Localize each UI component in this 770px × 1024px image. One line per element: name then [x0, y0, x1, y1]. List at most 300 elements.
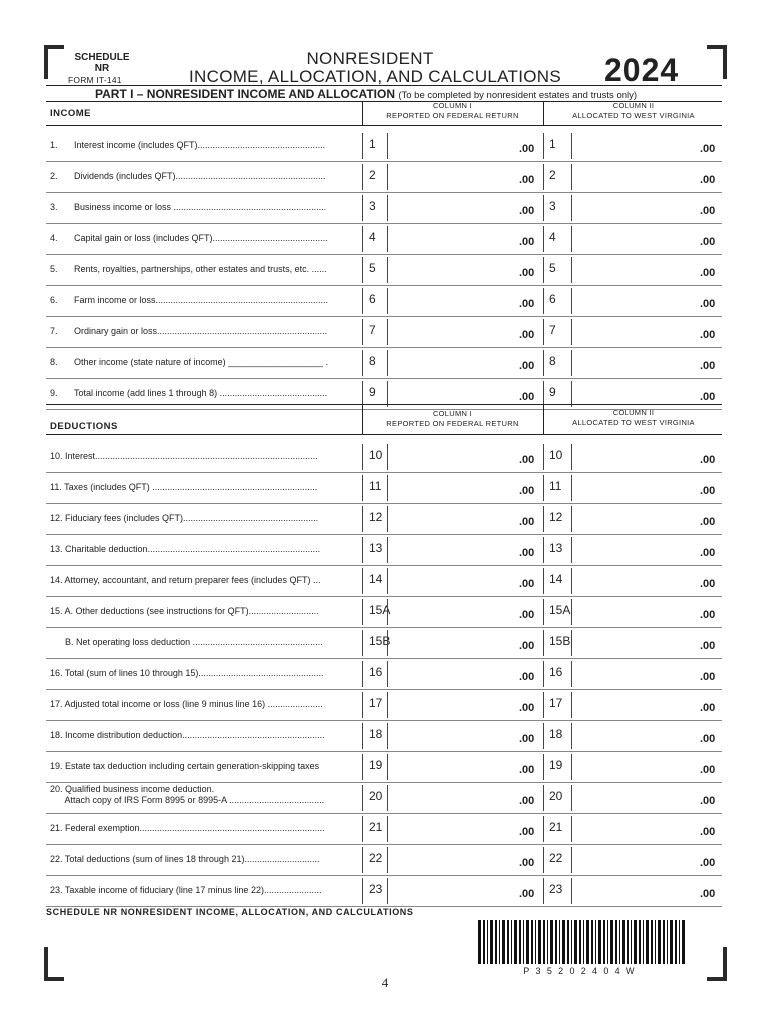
col1-amount-field[interactable]: [387, 568, 518, 594]
col2-cell-border: [543, 568, 544, 594]
barcode-bar: [682, 920, 685, 964]
col1-line-number: 9: [369, 385, 376, 399]
col2-line-number: 19: [549, 758, 563, 772]
line-description: 22. Total deductions (sum of lines 18 through 21)..............................: [50, 854, 320, 864]
line-label: [50, 357, 328, 367]
barcode-bar: [487, 920, 488, 964]
col2-amount-field[interactable]: [571, 506, 700, 532]
line-label: [50, 761, 319, 771]
col2-cell-border: [543, 195, 544, 221]
col2-amount-field[interactable]: [571, 568, 700, 594]
line-description: 23. Taxable income of fiduciary (line 17 minus line 22).......................: [50, 885, 322, 895]
col2-cents: .00: [700, 857, 716, 869]
income-line-row: [0, 348, 770, 378]
col1-line-number: 11: [369, 479, 382, 493]
barcode-bar: [495, 920, 497, 964]
part-top-rule: [46, 85, 722, 86]
line-description: 20. Qualified business income deduction.: [50, 784, 215, 794]
col2-amount-field[interactable]: [571, 599, 700, 625]
col2-line-number: 10: [549, 448, 563, 462]
col2-amount-field[interactable]: [571, 878, 700, 904]
barcode-bar: [619, 920, 620, 964]
col2-cell-border: [543, 630, 544, 656]
col2-cents: .00: [700, 578, 716, 590]
col1-cents: .00: [519, 329, 535, 341]
barcode-bar: [550, 920, 553, 964]
line-label: [50, 264, 327, 274]
col1-amount-field[interactable]: [387, 319, 518, 345]
col2-cents: .00: [700, 360, 716, 372]
deduction-line-row: [0, 442, 770, 472]
barcode-bar: [591, 920, 593, 964]
barcode-bar: [634, 920, 637, 964]
barcode-bar: [531, 920, 533, 964]
barcode-bar: [567, 920, 569, 964]
col1-line-number: 23: [369, 882, 383, 896]
line-number-text: 1.: [50, 140, 58, 150]
col2-cents: .00: [700, 547, 716, 559]
col1-amount-field[interactable]: [387, 195, 518, 221]
footer-title: SCHEDULE NR NONRESIDENT INCOME, ALLOCATION, AND CALCULATIONS: [46, 907, 414, 917]
barcode-bar: [571, 920, 572, 964]
line-description: Farm income or loss.....................................................................: [74, 295, 329, 305]
col1-cents: .00: [519, 671, 535, 683]
col1-cents: .00: [519, 795, 535, 807]
line-number-text: 8.: [50, 357, 58, 367]
income-line-row: [0, 131, 770, 161]
col2-line-number: 5: [549, 261, 556, 275]
barcode-bar: [502, 920, 505, 964]
col2-amount-field[interactable]: [571, 754, 700, 780]
col1-amount-field[interactable]: [387, 661, 518, 687]
col2-amount-field[interactable]: [571, 661, 700, 687]
col2-cents: .00: [700, 609, 716, 621]
line-number-text: 4.: [50, 233, 58, 243]
deduction-line-row: [0, 783, 770, 813]
col1-cell-border: [362, 661, 363, 687]
col1-amount-field[interactable]: [387, 506, 518, 532]
col2-line-number: 12: [549, 510, 563, 524]
form-title-line2: INCOME, ALLOCATION, AND CALCULATIONS: [189, 67, 561, 86]
col1-cell-border: [362, 537, 363, 563]
col1-amount-field[interactable]: [387, 599, 518, 625]
income-line-row: [0, 317, 770, 347]
col2-cents: .00: [700, 640, 716, 652]
col2-line-number: 14: [549, 572, 563, 586]
barcode: [478, 920, 686, 964]
col1-cents: .00: [519, 174, 535, 186]
line-label: [50, 140, 325, 150]
col1-cell-border: [362, 475, 363, 501]
col1-line-number: 12: [369, 510, 383, 524]
col1-cents: .00: [519, 454, 535, 466]
col2-line-number: 9: [549, 385, 556, 399]
col2-cents: .00: [700, 826, 716, 838]
part-title: PART I – NONRESIDENT INCOME AND ALLOCATION: [95, 87, 395, 101]
col2-amount-field[interactable]: [571, 630, 700, 656]
col1-cents: .00: [519, 391, 535, 403]
col2-line-number: 11: [549, 479, 562, 493]
line-label: [50, 606, 319, 616]
schedule-label: [70, 52, 134, 74]
col2-desc: ALLOCATED TO WEST VIRGINIA: [572, 111, 695, 120]
col2-cell-border: [543, 226, 544, 252]
deduction-line-row: [0, 752, 770, 782]
line-description-cont: Attach copy of IRS Form 8995 or 8995-A ......................................: [50, 794, 325, 805]
col2-cents: .00: [700, 888, 716, 900]
deduction-line-row: [0, 628, 770, 658]
line-label: [50, 854, 319, 864]
line-label: [50, 575, 320, 585]
line-label: [50, 171, 326, 181]
col2-line-number: 21: [549, 820, 563, 834]
col1-line-number: 1: [369, 137, 376, 151]
line-label: [50, 823, 325, 833]
col2-amount-field[interactable]: [571, 723, 700, 749]
line-label: [50, 544, 320, 554]
col2-line-number: 4: [549, 230, 556, 244]
barcode-bar: [583, 920, 584, 964]
income-line-row: [0, 193, 770, 223]
col1-amount-field[interactable]: [387, 475, 518, 501]
line-label: [50, 202, 326, 212]
line-description: Ordinary gain or loss....................................................................: [74, 326, 328, 336]
col1-cell-border: [362, 692, 363, 718]
col1-line-number: 13: [369, 541, 383, 555]
col2-cents: .00: [700, 733, 716, 745]
line-number-text: 2.: [50, 171, 58, 181]
line-description: Interest income (includes QFT)...................................................: [74, 140, 326, 150]
col1-amount-field[interactable]: [387, 692, 518, 718]
barcode-bar: [511, 920, 512, 964]
col1-line-number: 10: [369, 448, 383, 462]
col1-cell-border: [362, 226, 363, 252]
col1-amount-field[interactable]: [387, 288, 518, 314]
col1-cents: .00: [519, 702, 535, 714]
col1-line-number: 15B: [369, 634, 391, 648]
col1-cents: .00: [519, 298, 535, 310]
col1-amount-field[interactable]: [387, 630, 518, 656]
col2-amount-field[interactable]: [571, 537, 700, 563]
col1-cents: .00: [519, 485, 535, 497]
corner-mark-bottom-left: [44, 947, 64, 981]
barcode-bar: [658, 920, 661, 964]
col1-line-number: 14: [369, 572, 383, 586]
col2-line-number: 15A: [549, 603, 571, 617]
col1-cell-border: [362, 133, 363, 159]
barcode-bar: [555, 920, 557, 964]
line-description: 17. Adjusted total income or loss (line 9 minus line 16) ......................: [50, 699, 323, 709]
barcode-bar: [670, 920, 673, 964]
col1-amount-field[interactable]: [387, 847, 518, 873]
deductions-col2-header: [543, 408, 724, 428]
line-label: [50, 637, 323, 647]
col2-amount-field[interactable]: [571, 133, 700, 159]
tax-year: 2024: [604, 52, 680, 88]
line-number-text: 7.: [50, 326, 58, 336]
col2-amount-field[interactable]: [571, 444, 700, 470]
col2-cell-border: [543, 661, 544, 687]
col2-cell-border: [543, 475, 544, 501]
col1-line-number: 8: [369, 354, 376, 368]
col2-cell-border: [543, 847, 544, 873]
line-label: [50, 784, 324, 805]
income-line-row: [0, 255, 770, 285]
income-line-row: [0, 224, 770, 254]
line-label: [50, 730, 325, 740]
col2-line-number: 17: [549, 696, 563, 710]
col1-cents: .00: [519, 516, 535, 528]
line-label: [50, 885, 321, 895]
col1-line-number: 4: [369, 230, 376, 244]
col1-cents: .00: [519, 764, 535, 776]
col1-cents: .00: [519, 205, 535, 217]
col1-desc: REPORTED ON FEDERAL RETURN: [386, 111, 519, 120]
col1-amount-field[interactable]: [387, 444, 518, 470]
line-label: [50, 668, 323, 678]
line-label: [50, 295, 328, 305]
col2-cents: .00: [700, 205, 716, 217]
col2-amount-field[interactable]: [571, 350, 700, 376]
deduction-line-row: [0, 845, 770, 875]
col2-line-number: 16: [549, 665, 563, 679]
line-description: 13. Charitable deduction.....................................................................: [50, 544, 321, 554]
col2-amount-field[interactable]: [571, 288, 700, 314]
barcode-bar: [651, 920, 653, 964]
line-description: Capital gain or loss (includes QFT)..............................................: [74, 233, 328, 243]
col2-amount-field[interactable]: [571, 692, 700, 718]
barcode-bar: [535, 920, 536, 964]
line-number-text: 9.: [50, 388, 58, 398]
col1-line-number: 2: [369, 168, 376, 182]
col1-amount-field[interactable]: [387, 785, 518, 811]
col1-cents: .00: [519, 857, 535, 869]
deductions-col1-header: [362, 409, 543, 429]
form-number: FORM IT-141: [68, 75, 122, 85]
col2-amount-field[interactable]: [571, 785, 700, 811]
col2-amount-field[interactable]: [571, 257, 700, 283]
barcode-bar: [679, 920, 680, 964]
col1-amount-field[interactable]: [387, 350, 518, 376]
col1-line-number: 20: [369, 789, 383, 803]
col2-line-number: 18: [549, 727, 563, 741]
col2-line-number: 23: [549, 882, 563, 896]
schedule-word: SCHEDULE: [74, 52, 130, 63]
line-description: Rents, royalties, partnerships, other estates and trusts, etc. ......: [74, 264, 327, 274]
col1-cents: .00: [519, 360, 535, 372]
col2-cents: .00: [700, 329, 716, 341]
col1-cents: .00: [519, 267, 535, 279]
income-heading: INCOME: [50, 108, 91, 119]
col1-cell-border: [362, 599, 363, 625]
col2-cents: .00: [700, 485, 716, 497]
barcode-bar: [615, 920, 617, 964]
col2-cents: .00: [700, 143, 716, 155]
barcode-bar: [607, 920, 608, 964]
col1-line-number: 17: [369, 696, 383, 710]
col2-cents: .00: [700, 795, 716, 807]
col2-cell-border: [543, 537, 544, 563]
col2-cell-border: [543, 816, 544, 842]
barcode-bar: [499, 920, 500, 964]
line-label: [50, 699, 323, 709]
line-description: 14. Attorney, accountant, and return preparer fees (includes QFT) ...: [50, 575, 321, 585]
col1-cell-border: [362, 350, 363, 376]
line-label: [50, 326, 327, 336]
barcode-bar: [490, 920, 493, 964]
deduction-line-row: [0, 473, 770, 503]
line-description: 19. Estate tax deduction including certain generation-skipping taxes: [50, 761, 320, 771]
col2-amount-field[interactable]: [571, 847, 700, 873]
col1-amount-field[interactable]: [387, 133, 518, 159]
col2-line-number: 3: [549, 199, 556, 213]
barcode-bar: [663, 920, 665, 964]
col2-cents: .00: [700, 516, 716, 528]
col2-cell-border: [543, 319, 544, 345]
col1-cell-border: [362, 723, 363, 749]
col1-amount-field[interactable]: [387, 816, 518, 842]
col2-cents: .00: [700, 298, 716, 310]
col1-cents: .00: [519, 888, 535, 900]
page-number: 4: [381, 975, 389, 990]
col2-cell-border: [543, 878, 544, 904]
barcode-bar: [507, 920, 509, 964]
col2-cell-border: [543, 785, 544, 811]
col2-amount-field[interactable]: [571, 164, 700, 190]
barcode-bar: [523, 920, 524, 964]
line-description: Other income (state nature of income) ___________________ .: [74, 357, 329, 367]
barcode-bar: [519, 920, 521, 964]
deduction-line-row: [0, 597, 770, 627]
line-description: 18. Income distribution deduction.........................................................: [50, 730, 325, 740]
line-description: B. Net operating loss deduction ....................................................: [50, 637, 323, 647]
deductions-header-top-rule: [46, 404, 722, 405]
col2-line-number: 1: [549, 137, 556, 151]
col2-cents: .00: [700, 454, 716, 466]
col1-line-number: 15A: [369, 603, 391, 617]
part-note: (To be completed by nonresident estates and trusts only): [398, 90, 638, 101]
col1-cell-border: [362, 568, 363, 594]
line-number-text: 5.: [50, 264, 58, 274]
col2-name: COLUMN II: [612, 101, 655, 110]
deduction-line-row: [0, 721, 770, 751]
col2-cents: .00: [700, 764, 716, 776]
barcode-text: P35202404W: [523, 966, 641, 976]
barcode-bar: [643, 920, 644, 964]
deductions-heading: DEDUCTIONS: [50, 421, 118, 432]
col1-amount-field[interactable]: [387, 226, 518, 252]
col2-cell-border: [543, 257, 544, 283]
barcode-bar: [598, 920, 601, 964]
col1-cents: .00: [519, 547, 535, 559]
deduction-line-row: [0, 814, 770, 844]
col1-cell-border: [362, 288, 363, 314]
col1-cell-border: [362, 257, 363, 283]
col1-amount-field[interactable]: [387, 164, 518, 190]
barcode-bar: [543, 920, 545, 964]
barcode-bar: [483, 920, 485, 964]
col2-amount-field[interactable]: [571, 319, 700, 345]
barcode-bar: [526, 920, 529, 964]
col2-cents: .00: [700, 174, 716, 186]
col2-amount-field[interactable]: [571, 226, 700, 252]
line-description: Total income (add lines 1 through 8) ...........................................: [74, 388, 328, 398]
deduction-line-row: [0, 535, 770, 565]
col1-cents: .00: [519, 578, 535, 590]
line-label: [50, 482, 317, 492]
col2-cell-border: [543, 133, 544, 159]
corner-mark-top-right: [707, 45, 727, 79]
col2-desc: ALLOCATED TO WEST VIRGINIA: [572, 418, 695, 427]
deduction-line-row: [0, 876, 770, 906]
col1-cell-border: [362, 630, 363, 656]
col2-cell-border: [543, 599, 544, 625]
col1-cents: .00: [519, 733, 535, 745]
deduction-line-row: [0, 566, 770, 596]
col1-cents: .00: [519, 640, 535, 652]
col1-cell-border: [362, 816, 363, 842]
corner-mark-top-left: [44, 45, 64, 79]
line-description: 16. Total (sum of lines 10 through 15)..................................................: [50, 668, 324, 678]
form-title-line1: NONRESIDENT: [306, 49, 434, 68]
barcode-bar: [627, 920, 629, 964]
barcode-bar: [559, 920, 560, 964]
col1-desc: REPORTED ON FEDERAL RETURN: [386, 419, 519, 428]
col2-line-number: 8: [549, 354, 556, 368]
barcode-bar: [586, 920, 589, 964]
deductions-header-bottom-rule: [46, 434, 722, 435]
line-description: 10. Interest.........................................................................................: [50, 451, 318, 461]
part-heading: [95, 87, 637, 101]
col1-cents: .00: [519, 236, 535, 248]
col1-amount-field[interactable]: [387, 537, 518, 563]
col2-cell-border: [543, 692, 544, 718]
col1-amount-field[interactable]: [387, 257, 518, 283]
col2-cell-border: [543, 444, 544, 470]
col2-amount-field[interactable]: [571, 816, 700, 842]
col1-cell-border: [362, 444, 363, 470]
barcode-bar: [639, 920, 641, 964]
deduction-line-row: [0, 659, 770, 689]
deduction-line-row: [0, 690, 770, 720]
col2-amount-field[interactable]: [571, 195, 700, 221]
corner-mark-bottom-right: [707, 947, 727, 981]
col1-line-number: 5: [369, 261, 376, 275]
col2-cell-border: [543, 506, 544, 532]
line-number-text: 3.: [50, 202, 58, 212]
col1-amount-field[interactable]: [387, 878, 518, 904]
barcode-bar: [562, 920, 565, 964]
col1-line-number: 3: [369, 199, 376, 213]
col1-cell-border: [362, 847, 363, 873]
barcode-bar: [538, 920, 541, 964]
schedule-code: NR: [94, 63, 110, 74]
col2-cell-border: [543, 754, 544, 780]
barcode-bar: [675, 920, 677, 964]
income-line-row: [0, 162, 770, 192]
col2-line-number: 2: [549, 168, 556, 182]
col2-line-number: 7: [549, 323, 556, 337]
col1-line-number: 21: [369, 820, 383, 834]
line-label: [50, 513, 318, 523]
col1-amount-field[interactable]: [387, 723, 518, 749]
barcode-bar: [595, 920, 596, 964]
col1-cents: .00: [519, 826, 535, 838]
col1-amount-field[interactable]: [387, 754, 518, 780]
barcode-bar: [603, 920, 605, 964]
col2-amount-field[interactable]: [571, 475, 700, 501]
col1-line-number: 22: [369, 851, 383, 865]
